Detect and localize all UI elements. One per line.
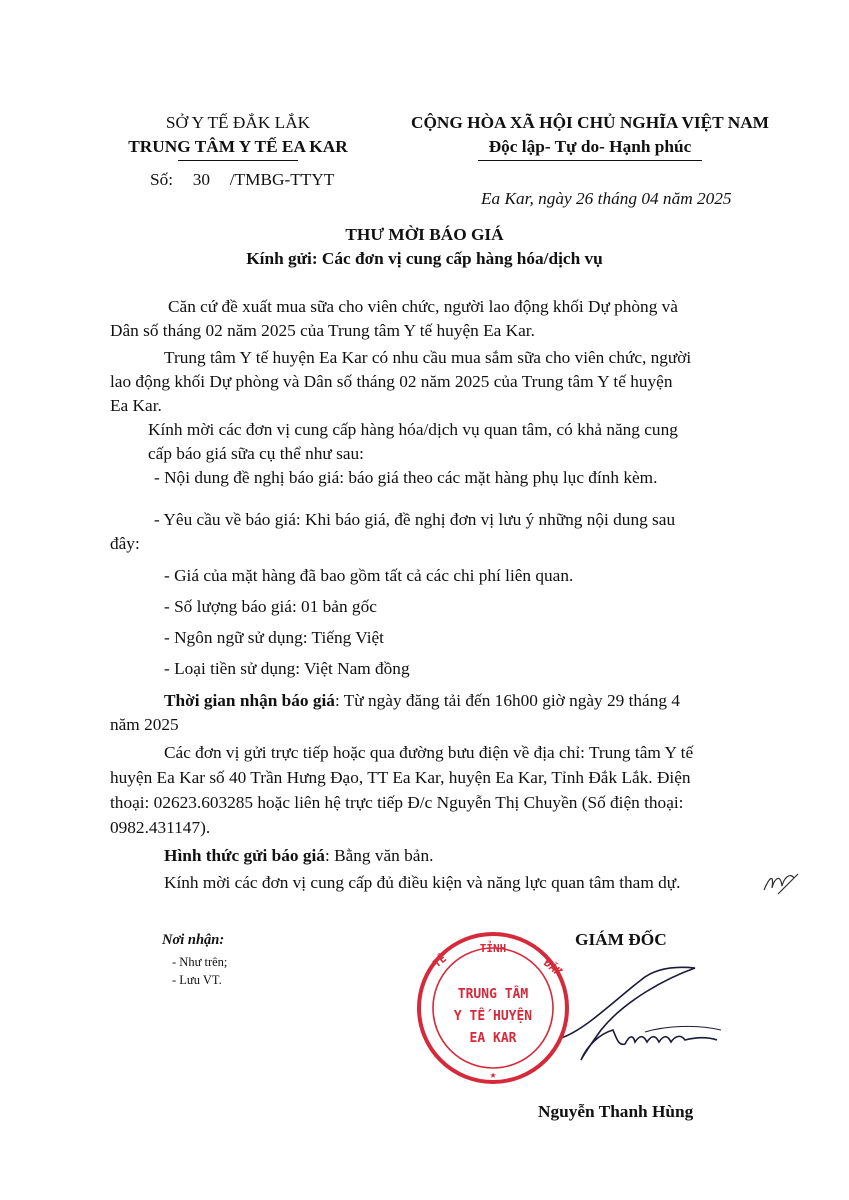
initials-mark bbox=[760, 868, 804, 898]
submission-form-text: : Bằng văn bản. bbox=[324, 846, 434, 865]
requirement-price: - Giá của mặt hàng đã bao gồm tất cả các chi phí liên quan. bbox=[164, 566, 574, 585]
org-name: TRUNG TÂM Y TẾ EA KAR bbox=[128, 137, 348, 156]
doc-number-label: Số: bbox=[150, 170, 174, 189]
recipient-line: Kính gửi: Các đơn vị cung cấp hàng hóa/dịch vụ bbox=[246, 249, 603, 268]
stamp-line-1: TRUNG TÂM bbox=[457, 987, 529, 1002]
submission-form-label: Hình thức gửi báo giá bbox=[164, 846, 325, 865]
address-line-4: 0982.431147). bbox=[110, 818, 211, 837]
receive-time-label: Thời gian nhận báo giá bbox=[164, 691, 335, 710]
svg-text:TẾ: TẾ bbox=[430, 951, 450, 971]
stamp-inner-ring bbox=[430, 948, 553, 1068]
motto-underline bbox=[478, 160, 702, 161]
submission-form bbox=[164, 846, 433, 866]
para-1-line-1: Căn cứ đề xuất mua sữa cho viên chức, người lao động khối Dự phòng và bbox=[168, 297, 678, 316]
place-date: Ea Kar, ngày 26 tháng 04 năm 2025 bbox=[481, 189, 732, 208]
address-line-2: huyện Ea Kar số 40 Trần Hưng Đạo, TT Ea Kar, huyện Ea Kar, Tỉnh Đắk Lắk. Điện bbox=[110, 768, 691, 787]
recipient-item-1: - Như trên; bbox=[172, 955, 228, 969]
signer-title: GIÁM ĐỐC bbox=[575, 930, 667, 949]
svg-text:★: ★ bbox=[489, 1068, 497, 1081]
bullet-content: - Nội dung đề nghị báo giá: báo giá theo các mặt hàng phụ lục đính kèm. bbox=[154, 468, 658, 487]
address-line-3: thoại: 02623.603285 hoặc liên hệ trực tiếp Đ/c Nguyễn Thị Chuyền (Số điện thoại: bbox=[110, 793, 684, 812]
para-2-line-3: Ea Kar. bbox=[110, 396, 162, 415]
receive-time-line-2: năm 2025 bbox=[110, 715, 179, 734]
stamp-top-text: TỈNH bbox=[479, 942, 507, 955]
address-line-1: Các đơn vị gửi trực tiếp hoặc qua đường bưu điện về địa chỉ: Trung tâm Y tế bbox=[164, 743, 694, 762]
letter-title: THƯ MỜI BÁO GIÁ bbox=[345, 225, 504, 244]
doc-number-value: 30 bbox=[192, 170, 211, 189]
nation-title: CỘNG HÒA XÃ HỘI CHỦ NGHĨA VIỆT NAM bbox=[411, 113, 769, 132]
receive-time bbox=[164, 691, 680, 711]
bullet-requirements-line-2: đây: bbox=[110, 534, 140, 553]
requirement-language: - Ngôn ngữ sử dụng: Tiếng Việt bbox=[164, 628, 384, 647]
para-1-line-2: Dân số tháng 02 năm 2025 của Trung tâm Y tế huyện Ea Kar. bbox=[110, 321, 535, 340]
handwritten-signature bbox=[555, 960, 725, 1070]
motto: Độc lập- Tự do- Hạnh phúc bbox=[488, 137, 692, 156]
bullet-requirements-line-1: - Yêu cầu về báo giá: Khi báo giá, đề nghị đơn vị lưu ý những nội dung sau bbox=[154, 510, 676, 529]
recipient-item-2: - Lưu VT. bbox=[172, 973, 222, 987]
doc-number-suffix: /TMBG-TTYT bbox=[229, 170, 335, 189]
stamp-line-2: Y TẾ HUYỆN bbox=[453, 1009, 533, 1024]
requirement-currency: - Loại tiền sử dụng: Việt Nam đồng bbox=[164, 659, 410, 678]
para-2-line-2: lao động khối Dự phòng và Dân số tháng 02 năm 2025 của Trung tâm Y tế huyện bbox=[110, 372, 673, 391]
stamp-line-3: EA KAR bbox=[469, 1031, 517, 1046]
official-stamp bbox=[413, 928, 573, 1088]
org-name-underline bbox=[178, 160, 298, 161]
doc-number bbox=[150, 170, 334, 190]
para-3-line-1: Kính mời các đơn vị cung cấp hàng hóa/dịch vụ quan tâm, có khả năng cung bbox=[148, 420, 678, 439]
org-parent: SỞ Y TẾ ĐẮK LẮK bbox=[165, 113, 311, 132]
requirement-quantity: - Số lượng báo giá: 01 bản gốc bbox=[164, 597, 377, 616]
recipients-label: Nơi nhận: bbox=[162, 932, 225, 948]
para-3-line-2: cấp báo giá sữa cụ thể như sau: bbox=[148, 444, 364, 463]
signer-name: Nguyễn Thanh Hùng bbox=[538, 1102, 694, 1121]
closing-line: Kính mời các đơn vị cung cấp đủ điều kiện và năng lực quan tâm tham dự. bbox=[164, 873, 681, 892]
receive-time-text: : Từ ngày đăng tải đến 16h00 giờ ngày 29 tháng 4 bbox=[334, 691, 680, 710]
para-2-line-1: Trung tâm Y tế huyện Ea Kar có nhu cầu mua sắm sữa cho viên chức, người bbox=[164, 348, 692, 367]
svg-text:ĐẮK: ĐẮK bbox=[541, 956, 565, 980]
